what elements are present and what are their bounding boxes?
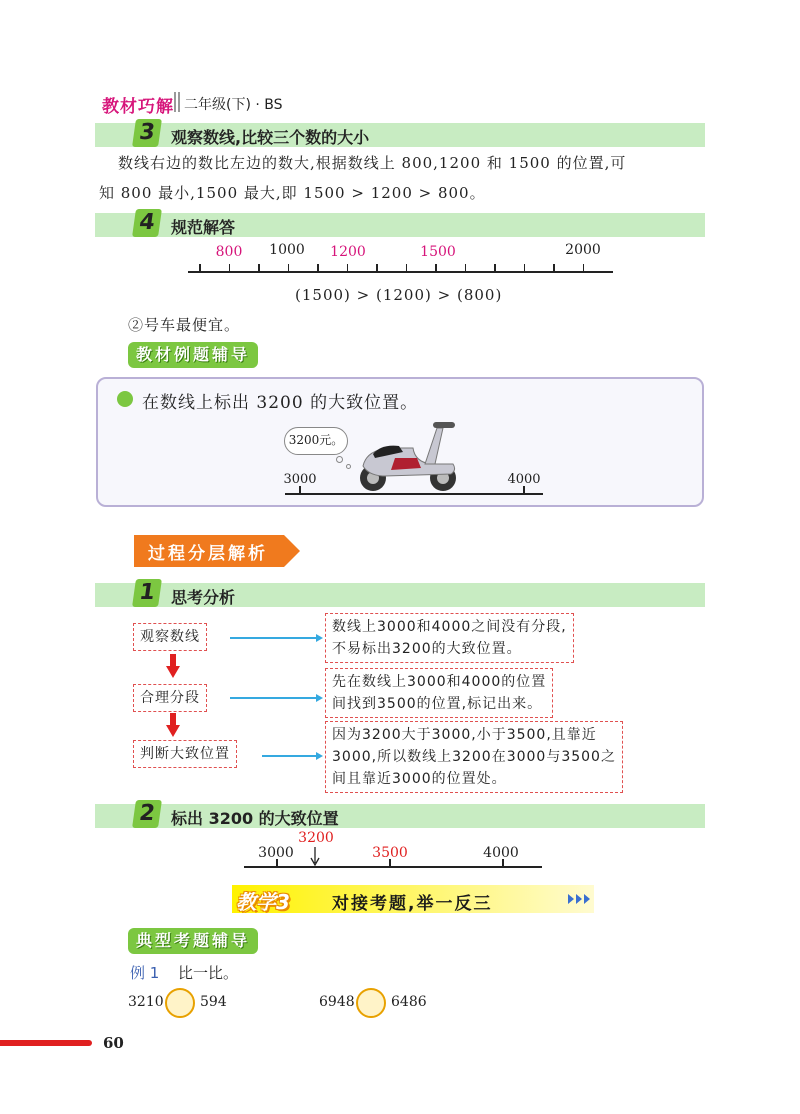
note-line: 3000,所以数线上3200在3000与3500之 xyxy=(332,749,616,765)
arrow-right-icon xyxy=(316,634,323,642)
page-number: 60 xyxy=(103,1034,124,1052)
step-segment: 合理分段 xyxy=(133,684,207,712)
nl1-tick xyxy=(583,264,585,272)
note-line: 先在数线上3000和4000的位置 xyxy=(332,674,547,690)
nl2-label-3500: 3500 xyxy=(372,845,408,861)
note-line: 间且靠近3000的位置处。 xyxy=(332,771,507,787)
note-line: 间找到3500的位置,标记出来。 xyxy=(332,696,543,712)
textbook-example-tag: 教材例题辅导 xyxy=(128,342,258,368)
nl1-tick xyxy=(199,264,201,272)
nl1-tick xyxy=(229,264,231,272)
number-line-example xyxy=(285,493,543,495)
step-judge: 判断大致位置 xyxy=(133,740,237,768)
arrow-right-icon xyxy=(316,752,323,760)
connector-1 xyxy=(230,637,318,639)
example1-text: 比一比。 xyxy=(178,964,239,982)
typical-exam-tag: 典型考题辅导 xyxy=(128,928,258,954)
number-line-1 xyxy=(188,271,613,273)
bubble-dot-1 xyxy=(336,456,343,463)
nl1-tick xyxy=(406,264,408,272)
nl1-label-2000: 2000 xyxy=(565,242,601,258)
analysis-number: 1 xyxy=(132,579,162,607)
ex-tick-4000 xyxy=(523,486,525,494)
banner-text: 对接考题,举一反三 xyxy=(332,894,493,914)
connector-3 xyxy=(262,755,318,757)
pair2-right: 6486 xyxy=(391,994,427,1010)
nl1-tick xyxy=(465,264,467,272)
step3-title: 观察数线,比较三个数的大小 xyxy=(171,128,370,147)
scooter-image xyxy=(355,418,465,494)
note-observe xyxy=(325,613,574,663)
step4-number: 4 xyxy=(132,209,162,237)
nl1-tick xyxy=(376,264,378,272)
note-line: 不易标出3200的大致位置。 xyxy=(332,641,522,657)
nl2-label-4000: 4000 xyxy=(483,845,519,861)
answer-circle-1[interactable] xyxy=(165,988,195,1018)
number-line-2 xyxy=(244,866,542,868)
process-title: 过程分层解析 xyxy=(148,544,268,564)
note-line: 数线上3000和4000之间没有分段, xyxy=(332,619,567,635)
step3-number: 3 xyxy=(132,119,162,147)
nl2-label-3000: 3000 xyxy=(258,845,294,861)
connector-2 xyxy=(230,697,318,699)
step3-line1: 数线右边的数比左边的数大,根据数线上 800,1200 和 1500 的位置,可 xyxy=(118,154,627,172)
step-observe: 观察数线 xyxy=(133,623,207,651)
nl1-tick xyxy=(258,264,260,272)
bullet-icon xyxy=(117,391,133,407)
down-arrow-icon xyxy=(166,713,180,737)
example1-label: 例 1 xyxy=(130,964,160,982)
analysis-title: 思考分析 xyxy=(171,588,236,607)
nl1-tick xyxy=(553,264,555,272)
nl1-tick xyxy=(435,264,437,272)
banner-tag: 教学3 xyxy=(236,890,290,914)
mark-number: 2 xyxy=(132,800,162,828)
comparison: (1500) > (1200) > (800) xyxy=(295,286,503,304)
ex-tick-3000 xyxy=(299,486,301,494)
nl1-label-1000: 1000 xyxy=(269,242,305,258)
example-text: 在数线上标出 3200 的大致位置。 xyxy=(142,393,419,413)
step3-line2: 知 800 最小,1500 最大,即 1500 > 1200 > 800。 xyxy=(99,184,486,202)
nl1-label-1200: 1200 xyxy=(330,244,366,260)
grade-label: 二年级(下) · BS xyxy=(184,97,283,113)
pair1-right: 594 xyxy=(200,994,227,1010)
ex-label-3000: 3000 xyxy=(283,472,317,487)
nl1-tick xyxy=(494,264,496,272)
footer-red-bar xyxy=(0,1040,92,1046)
note-judge xyxy=(325,721,623,793)
answer: ②号车最便宜。 xyxy=(128,316,241,334)
arrow-right-icon xyxy=(316,694,323,702)
note-segment xyxy=(325,668,553,718)
answer-circle-2[interactable] xyxy=(356,988,386,1018)
pair2-left: 6948 xyxy=(319,994,355,1010)
nl1-tick xyxy=(524,264,526,272)
nl2-label-3200: 3200 xyxy=(298,830,334,846)
ex-label-4000: 4000 xyxy=(507,472,541,487)
pair1-left: 3210 xyxy=(128,994,164,1010)
price-bubble: 3200元。 xyxy=(284,427,348,455)
down-arrow-icon xyxy=(166,654,180,678)
nl1-tick xyxy=(288,264,290,272)
nl1-tick xyxy=(347,264,349,272)
note-line: 因为3200大于3000,小于3500,且靠近 xyxy=(332,727,597,743)
book-title: 教材巧解 xyxy=(102,97,174,117)
header-divider xyxy=(174,92,180,112)
bubble-dot-2 xyxy=(346,464,351,469)
down-arrow-icon xyxy=(310,847,320,867)
nl1-label-1500: 1500 xyxy=(420,244,456,260)
mark-title: 标出 3200 的大致位置 xyxy=(171,809,339,828)
nl1-tick xyxy=(317,264,319,272)
step4-title: 规范解答 xyxy=(171,218,236,237)
nl1-label-800: 800 xyxy=(215,244,243,260)
